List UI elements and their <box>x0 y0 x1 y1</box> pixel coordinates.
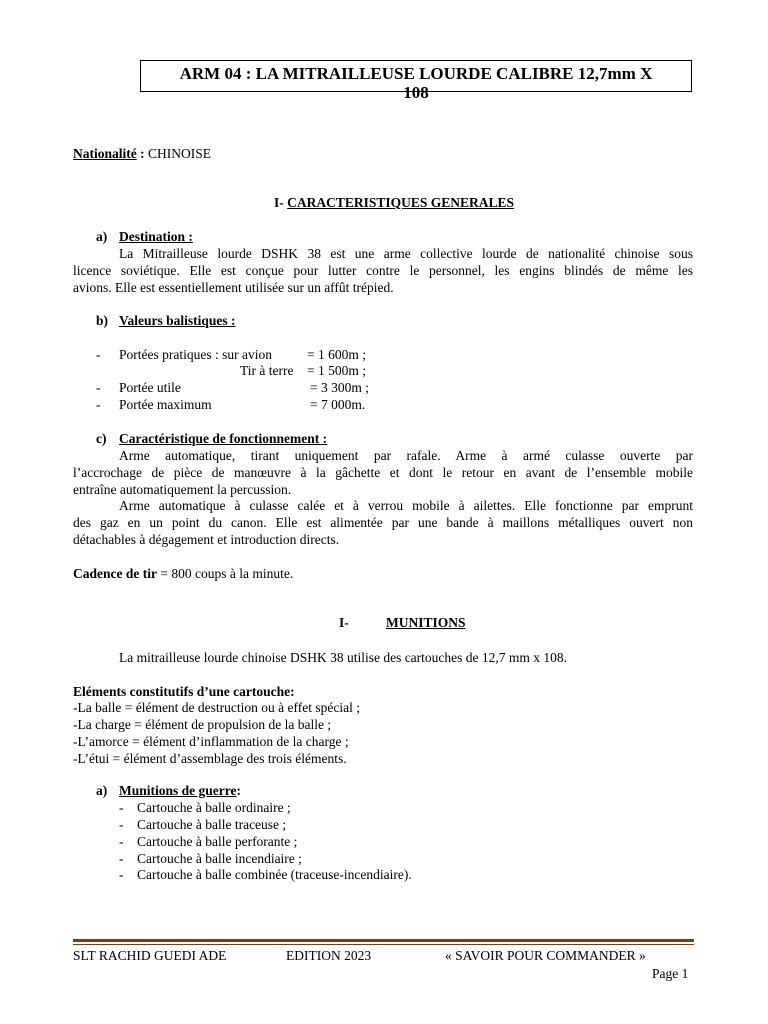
war-ammo-letter: a) <box>96 783 108 798</box>
ballistic-dash: - <box>96 347 101 362</box>
ballistic-dash: - <box>96 380 101 395</box>
subsection-c-title: Caractéristique de fonctionnement : <box>119 431 328 446</box>
section1-title: CARACTERISTIQUES GENERALES <box>287 195 515 210</box>
ballistic-label: Portée utile <box>119 380 181 395</box>
ballistic-value: = 1 600m ; <box>307 347 366 362</box>
cartridge-element-item: -La balle = élément de destruction ou à effet spécial ; <box>73 700 360 715</box>
footer-author: SLT RACHID GUEDI ADE <box>73 948 227 963</box>
ballistic-value: = 3 300m ; <box>310 380 369 395</box>
war-ammo-item: Cartouche à balle traceuse ; <box>137 817 287 832</box>
footer-motto: « SAVOIR POUR COMMANDER » <box>445 948 646 963</box>
destination-line-3: avions. Elle est essentiellement utilisée sur un affût trépied. <box>73 280 394 295</box>
operation-line-3: entraîne automatiquement la percussion. <box>73 482 292 497</box>
footer-rule-thick <box>73 939 694 942</box>
subsection-c-letter: c) <box>96 431 107 446</box>
operation-line-2: l’accrochage de pièce de manœuvre à la gâchette et dont le retour en avant de l’ensemble mobile <box>73 465 693 480</box>
cartridge-element-item: -L’étui = élément d’assemblage des trois éléments. <box>73 751 347 766</box>
subsection-a-title: Destination : <box>119 229 193 244</box>
destination-line-2: licence soviétique. Elle est conçue pour lutter contre le personnel, les engins blindés de même les <box>73 263 693 278</box>
operation-line-1: Arme automatique, tirant uniquement par rafale. Arme à armé culasse ouverte par <box>119 448 693 463</box>
war-ammo-title: Munitions de guerre <box>119 783 237 798</box>
war-ammo-colon: : <box>236 783 241 798</box>
war-ammo-item: Cartouche à balle perforante ; <box>137 834 298 849</box>
fire-rate-value: = 800 coups à la minute. <box>156 566 294 581</box>
cartridge-elements-title: Eléments constitutifs d’une cartouche: <box>73 684 295 699</box>
war-ammo-item: Cartouche à balle ordinaire ; <box>137 800 291 815</box>
cartridge-element-item: -L’amorce = élément d’inflammation de la charge ; <box>73 734 349 749</box>
ballistic-label: Portée maximum <box>119 397 212 412</box>
operation-line-5: des gaz en un point du canon. Elle est alimentée par une bande à maillons métalliques ouvert non <box>73 515 693 530</box>
nationality-sep: : <box>136 146 148 161</box>
nationality-value: CHINOISE <box>148 146 211 161</box>
nationality-line <box>73 145 693 162</box>
operation-line-6: détachables à dégagement et introduction directs. <box>73 532 340 547</box>
war-ammo-item: Cartouche à balle combinée (traceuse-incendiaire). <box>137 867 412 882</box>
page-number: Page 1 <box>652 966 689 981</box>
section1-number: I- <box>274 195 288 210</box>
ballistic-label: Portées pratiques : sur avion <box>119 347 272 362</box>
subsection-b-letter: b) <box>96 313 109 328</box>
document-title-box <box>140 60 692 102</box>
ballistic-value: = 7 000m. <box>310 397 366 412</box>
war-ammo-item: Cartouche à balle incendiaire ; <box>137 851 302 866</box>
nationality-label: Nationalité <box>73 146 137 161</box>
ballistic-value: = 1 500m ; <box>307 363 366 378</box>
destination-line-1: La Mitrailleuse lourde DSHK 38 est une arme collective lourde de nationalité chinoise sous <box>119 246 693 261</box>
section2-title: MUNITIONS <box>386 615 466 630</box>
ballistic-label: Tir à terre <box>240 363 294 378</box>
fire-rate-line <box>73 565 693 582</box>
subsection-b-title: Valeurs balistiques : <box>119 313 236 328</box>
document-title-overflow: 108 <box>403 83 429 102</box>
war-ammo-heading <box>119 783 241 799</box>
operation-line-4: Arme automatique à culasse calée et à verrou mobile à ailettes. Elle fonctionne par emprunt <box>119 498 693 513</box>
section1-heading <box>274 195 514 211</box>
footer-rule-thin <box>73 944 694 945</box>
document-title: ARM 04 : LA MITRAILLEUSE LOURDE CALIBRE 12,7mm X <box>179 64 653 83</box>
munitions-intro: La mitrailleuse lourde chinoise DSHK 38 utilise des cartouches de 12,7 mm x 108. <box>119 650 568 665</box>
fire-rate-label: Cadence de tir <box>73 566 157 581</box>
subsection-a-letter: a) <box>96 229 108 244</box>
footer-edition: EDITION 2023 <box>286 948 372 963</box>
ballistic-dash: - <box>96 397 101 412</box>
cartridge-element-item: -La charge = élément de propulsion de la balle ; <box>73 717 332 732</box>
section2-number: I- <box>339 615 349 630</box>
